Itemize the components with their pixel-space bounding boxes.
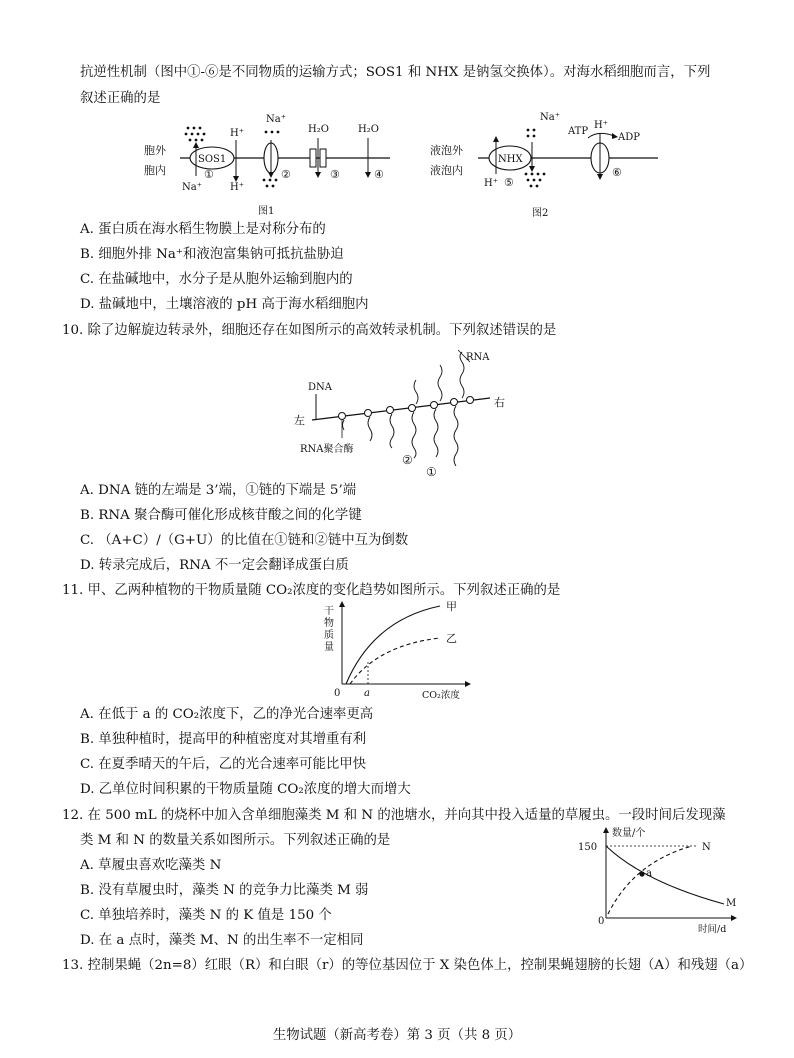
figure-algae-population xyxy=(574,822,740,934)
strand-1-label: ① xyxy=(426,465,437,479)
page-footer: 生物试题（新高考卷）第 3 页（共 8 页） xyxy=(272,1028,522,1043)
point-a xyxy=(639,871,644,876)
fig1-na-top: Na⁺ xyxy=(266,114,286,125)
label-m: M xyxy=(726,898,737,909)
figure-dry-mass-curve xyxy=(318,600,488,700)
fig1-marker-2: ② xyxy=(281,168,291,181)
left-label: 左 xyxy=(294,414,305,427)
figure-transcription xyxy=(290,340,520,485)
label-n: N xyxy=(702,842,711,853)
ylabel-char-4: 量 xyxy=(324,642,334,653)
ylabel-char-3: 质 xyxy=(324,630,334,641)
fig2-h-in: H⁺ xyxy=(484,178,498,189)
q11-option-b: B. 单独种植时，提高甲的种植密度对其增重有利 xyxy=(80,732,367,747)
fig1-inside-label: 胞内 xyxy=(144,164,166,177)
q11-option-a: A. 在低于 a 的 CO₂浓度下，乙的净光合速率更高 xyxy=(80,707,374,722)
fig1-h2o-b: H₂O xyxy=(358,124,379,135)
fig1-na-bottom: Na⁺ xyxy=(182,182,202,193)
label-yi: 乙 xyxy=(446,632,457,645)
q11-option-c: C. 在夏季晴天的午后，乙的光合速率可能比甲快 xyxy=(80,757,367,772)
q12-option-a: A. 草履虫喜欢吃藻类 N xyxy=(80,858,222,873)
q9-intro-line2: 叙述正确的是 xyxy=(80,91,161,106)
fig1-h2o-a: H₂O xyxy=(308,124,329,135)
figure-1-membrane-transport xyxy=(140,110,400,220)
fig2-marker-5: ⑤ xyxy=(504,176,514,189)
a-label: a xyxy=(364,688,370,699)
fig1-marker-3: ③ xyxy=(330,168,340,181)
ylabel-char-1: 干 xyxy=(324,606,334,617)
q11-stem: 11. 甲、乙两种植物的干物质量随 CO₂浓度的变化趋势如图所示。下列叙述正确的是 xyxy=(62,583,561,598)
fig2-inside-label: 液泡内 xyxy=(430,164,463,177)
fig1-h-bottom: H⁺ xyxy=(230,182,244,193)
point-a-label: a xyxy=(646,868,652,879)
q9-option-d: D. 盐碱地中，土壤溶液的 pH 高于海水稻细胞内 xyxy=(80,297,369,312)
label-jia: 甲 xyxy=(446,600,457,613)
fig2-na: Na⁺ xyxy=(540,112,560,123)
dna-label: DNA xyxy=(308,382,332,393)
q10-option-d: D. 转录完成后，RNA 不一定会翻译成蛋白质 xyxy=(80,558,349,573)
ylabel: 数量/个 xyxy=(612,828,646,839)
xlabel: 时间/d xyxy=(698,924,727,934)
y150-label: 150 xyxy=(578,842,598,853)
curve-m xyxy=(606,846,724,904)
q10-option-b: B. RNA 聚合酶可催化形成核苷酸之间的化学键 xyxy=(80,508,362,523)
origin-label: 0 xyxy=(598,916,605,927)
q12-stem-line2: 类 M 和 N 的数量关系如图所示。下列叙述正确的是 xyxy=(80,833,391,848)
fig2-atp: ATP xyxy=(568,126,589,137)
q12-option-d: D. 在 a 点时，藻类 M、N 的出生率不一定相同 xyxy=(80,933,364,948)
fig1-caption: 图1 xyxy=(258,206,275,217)
fig1-marker-4: ④ xyxy=(374,168,384,181)
figure-2-vacuole-transport xyxy=(428,104,668,220)
q13-stem: 13. 控制果蝇（2n=8）红眼（R）和白眼（r）的等位基因位于 X 染色体上，控制果蝇翅膀的长翅（A）和残翅（a） xyxy=(62,958,753,973)
fig2-outside-label: 液泡外 xyxy=(430,144,463,157)
q10-stem: 10. 除了边解旋边转录外，细胞还存在如图所示的高效转录机制。下列叙述错误的是 xyxy=(62,323,557,338)
right-label: 右 xyxy=(494,396,505,409)
q12-option-b: B. 没有草履虫时，藻类 N 的竞争力比藻类 M 弱 xyxy=(80,883,369,898)
q9-option-b: B. 细胞外排 Na⁺和液泡富集钠可抵抗盐胁迫 xyxy=(80,247,344,262)
rnap-label: RNA聚合酶 xyxy=(300,444,354,455)
q12-option-c: C. 单独培养时，藻类 N 的 K 值是 150 个 xyxy=(80,908,332,923)
nhx-label: NHX xyxy=(498,154,523,165)
fig1-h-top: H⁺ xyxy=(230,128,244,139)
rna-label: RNA xyxy=(466,352,490,363)
strand-2-label: ② xyxy=(402,453,413,467)
q9-option-c: C. 在盐碱地中，水分子是从胞外运输到胞内的 xyxy=(80,272,353,287)
fig2-caption: 图2 xyxy=(532,208,549,219)
fig2-marker-6: ⑥ xyxy=(612,166,622,179)
xlabel: CO₂浓度 xyxy=(422,690,460,700)
curve-n xyxy=(608,846,692,914)
ylabel-char-2: 物 xyxy=(324,618,334,629)
na-dots-top xyxy=(185,127,206,142)
fig1-marker-1: ① xyxy=(204,168,214,181)
q10-option-c: C. （A+C）/（G+U）的比值在①链和②链中互为倒数 xyxy=(80,533,409,548)
fig2-h-top: H⁺ xyxy=(594,120,608,131)
q9-intro-line1: 抗逆性机制（图中①-⑥是不同物质的运输方式；SOS1 和 NHX 是钠氢交换体）。对海水稻细胞而言，下列 xyxy=(80,65,711,80)
q12-stem-line1: 12. 在 500 mL 的烧杯中加入含单细胞藻类 M 和 N 的池塘水，并向其中投入适量的草履虫。一段时间后发现藻 xyxy=(62,808,726,823)
curve-yi xyxy=(350,638,440,684)
sos1-label: SOS1 xyxy=(198,154,227,165)
fig1-outside-label: 胞外 xyxy=(144,144,166,157)
q10-option-a: A. DNA 链的左端是 3’端，①链的下端是 5’端 xyxy=(80,483,357,498)
q11-option-d: D. 乙单位时间积累的干物质量随 CO₂浓度的增大而增大 xyxy=(80,782,411,797)
fig2-adp: ADP xyxy=(618,132,640,143)
origin-label: 0 xyxy=(334,688,341,699)
q9-option-a: A. 蛋白质在海水稻生物膜上是对称分布的 xyxy=(80,222,326,237)
